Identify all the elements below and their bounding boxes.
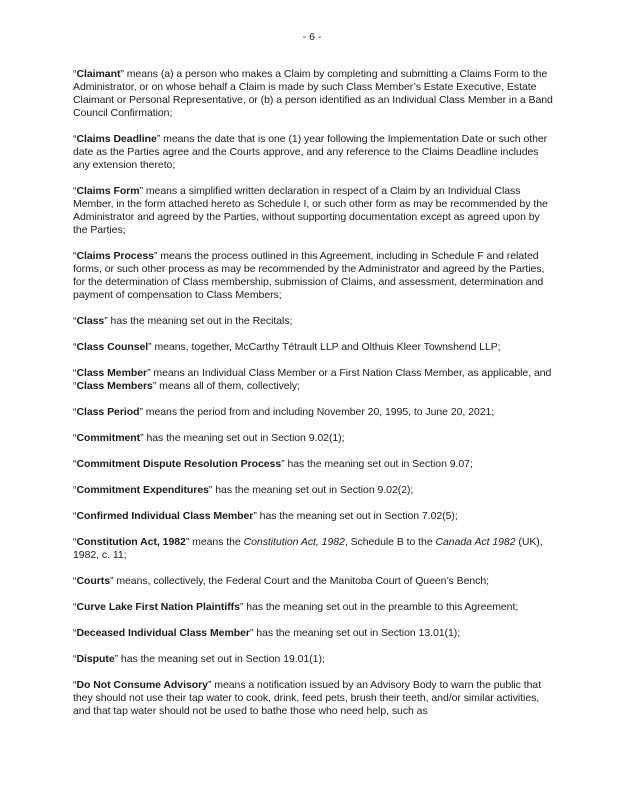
definition-paragraph [73,458,553,471]
defined-term: Claims Process [76,250,154,262]
definition-text: ” means a notification issued by an Advisory Body to warn the public that they should not use their tap water to cook, drink, feed pets, brush their teeth, and/or similar activities, and that tap water should not be used to bathe those who need help, such as [73,679,542,717]
definition-text: “ [73,367,77,379]
defined-term: Class Member [76,367,148,379]
definition-text: ” means, together, McCarthy Tétrault LLP and Olthuis Kleer Townshend LLP; [148,341,501,353]
definitions-list [73,68,553,731]
defined-term: Commitment [76,432,141,444]
defined-term: Commitment Dispute Resolution Process [76,458,282,470]
definition-text: , Schedule B to the [344,536,436,548]
definition-paragraph [73,406,553,419]
definition-text: ” has the meaning set out in Section 9.02(1); [140,432,345,444]
definition-text: “ [73,68,77,80]
defined-term: Commitment Expenditures [76,484,209,496]
definition-paragraph [73,250,553,302]
definition-text: “ [73,484,77,496]
definition-text: “ [73,432,77,444]
definition-paragraph [73,341,553,354]
definition-paragraph [73,536,553,562]
definition-paragraph [73,432,553,445]
definition-text: “ [73,510,77,522]
definition-text: ” has the meaning set out in the preamble to this Agreement; [239,601,519,613]
definition-text: ” has the meaning set out in Section 13.01(1); [249,627,461,639]
definition-paragraph [73,575,553,588]
definition-text: ” means the [185,536,244,548]
defined-term: Curve Lake First Nation Plaintiffs [76,601,240,613]
definition-text: ” has the meaning set out in the Recitals; [104,315,293,327]
defined-term: Do Not Consume Advisory [76,679,208,691]
definition-text: “ [73,575,77,587]
definition-paragraph [73,510,553,523]
defined-term: Class Members [76,380,153,392]
defined-term: Class Period [76,406,140,418]
definition-paragraph [73,185,553,237]
definition-text: ” means (a) a person who makes a Claim by completing and submitting a Claims Form to the Administrator, or on whose behalf a Claim is made by such Class Member’s Estate Executive, Estate Claimant or Personal Representative, or (b) a person identified as an Individual Class Member in a Band Council Confirmation; [73,68,553,119]
definition-text: “ [73,653,77,665]
definition-paragraph [73,653,553,666]
definition-text: ” means all of them, collectively; [152,380,300,392]
definition-text: ” means, collectively, the Federal Court and the Manitoba Court of Queen’s Bench; [110,575,490,587]
definition-paragraph [73,484,553,497]
definition-text: Constitution Act, 1982 [243,536,345,548]
definition-text: ” means the process outlined in this Agreement, including in Schedule F and related forms, or such other process as may be recommended by the Administrator and agreed by the Parties, for the determination of Class membership, submission of Claims, and assessment, determination and payment of compensation to Class Members; [73,250,545,301]
definition-text: “ [73,315,77,327]
definition-text: ” means the period from and including November 20, 1995, to June 20, 2021; [139,406,495,418]
definition-text: “ [73,536,77,548]
definition-text: (UK), 1982, c. 11; [73,536,543,561]
definition-text: ” has the meaning set out in Section 19.01(1); [114,653,325,665]
defined-term: Class Counsel [76,341,149,353]
definition-text: ” has the meaning set out in Section 7.02(5); [253,510,458,522]
definition-text: “ [73,627,77,639]
definition-paragraph [73,627,553,640]
definition-text: ” means the date that is one (1) year following the Implementation Date or such other date as the Parties agree and the Courts approve, and any reference to the Claims Deadline includes any extension thereto; [73,133,548,171]
definition-text: “ [73,133,77,145]
defined-term: Class [76,315,105,327]
definition-text: “ [73,185,77,197]
defined-term: Claims Deadline [76,133,157,145]
definition-text: Canada Act 1982 [435,536,516,548]
defined-term: Constitution Act, 1982 [76,536,186,548]
defined-term: Claims Form [76,185,140,197]
definition-text: “ [73,679,77,691]
definition-paragraph [73,315,553,328]
defined-term: Deceased Individual Class Member [76,627,250,639]
defined-term: Courts [76,575,110,587]
defined-term: Confirmed Individual Class Member [76,510,254,522]
definition-text: ” has the meaning set out in Section 9.02(2); [208,484,414,496]
defined-term: Claimant [76,68,121,80]
definition-text: “ [73,250,77,262]
definition-paragraph [73,679,553,718]
definition-text: ” has the meaning set out in Section 9.07; [281,458,473,470]
definition-paragraph [73,367,553,393]
definition-text: ” means an Individual Class Member or a First Nation Class Member, as applicable, and “ [73,367,552,392]
defined-term: Dispute [76,653,115,665]
definition-text: “ [73,458,77,470]
definition-paragraph [73,601,553,614]
definition-text: “ [73,341,77,353]
page-number: - 6 - [302,31,322,43]
definition-text: “ [73,601,77,613]
definition-text: ” means a simplified written declaration in respect of a Claim by an Individual Class Member, in the form attached hereto as Schedule I, or such other form as may be recommended by the Administrator and agreed by the Parties, without supporting documentation except as agreed upon by the Parties; [73,185,548,236]
definition-text: “ [73,406,77,418]
definition-paragraph [73,68,553,120]
definition-paragraph [73,133,553,172]
